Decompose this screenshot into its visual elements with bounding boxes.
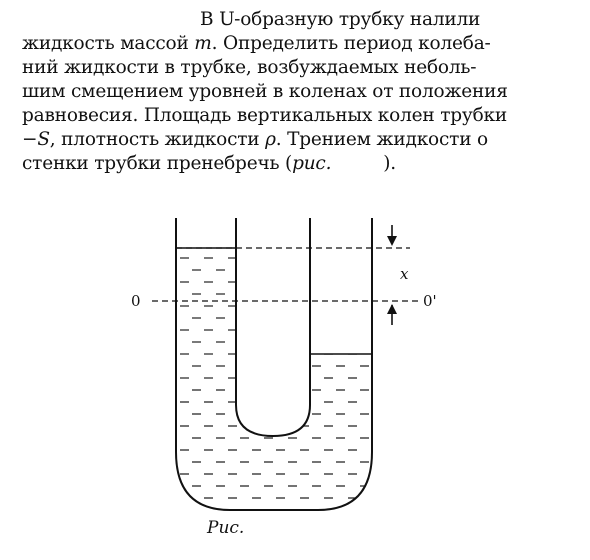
figure-caption: Рис. [207, 518, 245, 538]
problem-line-6: −S, плотность жидкости ρ. Трением жидкости о [22, 129, 488, 150]
liquid-hatching [180, 258, 381, 498]
problem-line-3: ний жидкости в трубке, возбуждаемых неболь- [22, 57, 477, 78]
x-arrow-bottom-head [387, 304, 397, 314]
area-symbol: S [37, 129, 50, 150]
label-x: x [400, 265, 409, 283]
u-tube-inner-outline [236, 218, 310, 436]
density-symbol: ρ [265, 129, 276, 150]
u-tube-outline [176, 218, 372, 510]
label-zero-left: 0 [131, 292, 141, 310]
problem-line-7: стенки трубки пренебречь (рис. ). [22, 153, 396, 174]
x-arrow-top-head [387, 236, 397, 246]
problem-line-4: шим смещением уровней в коленах от положения [22, 81, 508, 102]
problem-line-2: жидкость массой m. Определить период колеба- [22, 33, 491, 54]
problem-line-1: В U-образную трубку налили [200, 9, 481, 30]
label-zero-right: 0' [423, 292, 437, 310]
mass-symbol: m [194, 33, 212, 54]
problem-line-5: равновесия. Площадь вертикальных колен трубки [22, 105, 507, 126]
figure-ref: рис. [292, 153, 332, 174]
